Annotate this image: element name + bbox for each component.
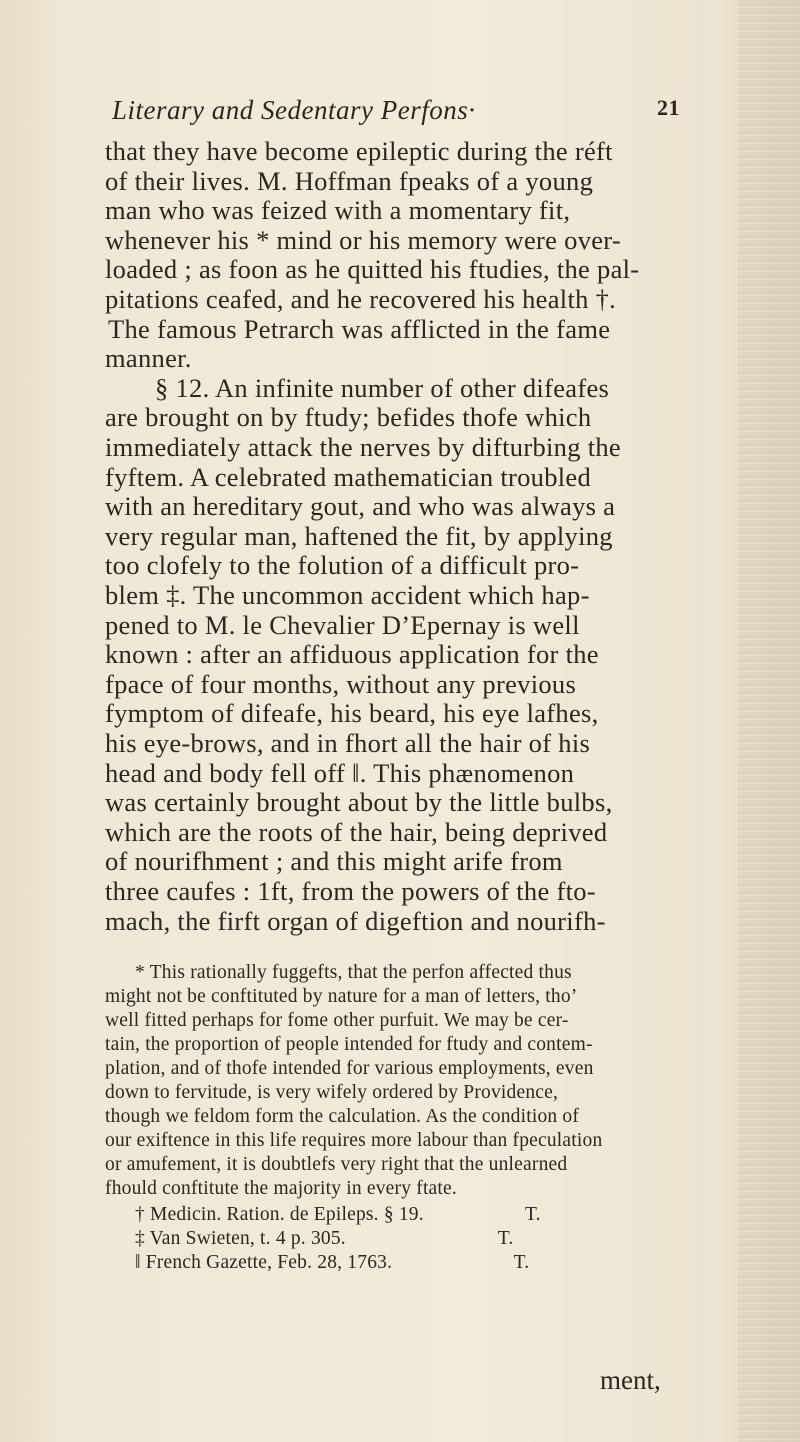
text-line: known : after an affiduous application for the bbox=[105, 639, 599, 670]
footnote-line: might not be conftituted by nature for a man of letters, tho’ bbox=[105, 986, 578, 1007]
text-line: pened to M. le Chevalier D’Epernay is well bbox=[105, 609, 580, 640]
text-line: fymptom of difeafe, his beard, his eye lafhes, bbox=[105, 698, 599, 729]
text-line: his eye-brows, and in fhort all the hair of his bbox=[105, 728, 591, 758]
footnote-line: down to fervitude, is very wifely ordered by Providence, bbox=[105, 1082, 559, 1103]
running-title: Literary and Sedentary Perfons· bbox=[112, 95, 476, 125]
text-line: mach, the firft organ of digeftion and nourifh- bbox=[105, 905, 606, 936]
text-line: head and body fell off ‖. This phænomenon bbox=[105, 757, 575, 788]
catchword: ment, bbox=[600, 1365, 661, 1395]
footnote-line: though we feldom form the calculation. As the condition of bbox=[105, 1106, 580, 1127]
text-line: are brought on by ftudy; befides thofe which bbox=[105, 402, 592, 433]
text-line: man who was feized with a momentary fit, bbox=[105, 195, 571, 226]
text-line: too clofely to the folution of a difficult pro- bbox=[105, 550, 580, 581]
footnote-line: or amufement, it is doubtlefs very right that the unlearned bbox=[105, 1154, 568, 1175]
text-line: The famous Petrarch was afflicted in the fame bbox=[108, 313, 611, 344]
section-heading-line: § 12. An infinite number of other difeafes bbox=[155, 372, 610, 403]
text-line: which are the roots of the hair, being deprived bbox=[105, 816, 608, 847]
footnote-line: plation, and of thofe intended for various employments, even bbox=[105, 1058, 594, 1079]
page-number: 21 bbox=[657, 95, 680, 120]
footnote-reference: ‖ French Gazette, Feb. 28, 1763. T. bbox=[135, 1252, 530, 1273]
text-line: pitations ceafed, and he recovered his health †. bbox=[105, 284, 617, 314]
text-line: of nourifhment ; and this might arife from bbox=[105, 846, 563, 877]
footnote-line: well fitted perhaps for fome other purfuit. We may be cer- bbox=[105, 1010, 569, 1031]
text-line: fpace of four months, without any previous bbox=[105, 668, 577, 699]
text-line: blem ‡. The uncommon accident which hap- bbox=[105, 580, 590, 610]
text-line: with an hereditary gout, and who was always a bbox=[105, 491, 616, 522]
text-line: of their lives. M. Hoffman fpeaks of a young bbox=[105, 165, 594, 196]
text-line: manner. bbox=[105, 343, 192, 374]
text-line: immediately attack the nerves by difturbing the bbox=[105, 432, 621, 462]
footnote-reference: ‡ Van Swieten, t. 4 p. 305. T. bbox=[135, 1228, 514, 1249]
text-line: was certainly brought about by the little bulbs, bbox=[105, 787, 613, 818]
text-line: that they have become epileptic during the réft bbox=[105, 136, 613, 166]
text-line: fyftem. A celebrated mathematician troubled bbox=[105, 461, 592, 492]
footnote-reference: † Medicin. Ration. de Epileps. § 19. T. bbox=[135, 1204, 541, 1225]
text-line: very regular man, haftened the fit, by applying bbox=[105, 520, 613, 551]
page-edge bbox=[738, 0, 800, 1442]
footnote-line: * This rationally fuggefts, that the perfon affected thus bbox=[135, 962, 572, 983]
footnote-line: tain, the proportion of people intended for ftudy and contem- bbox=[105, 1034, 593, 1055]
text-line: three caufes : 1ft, from the powers of the fto- bbox=[105, 876, 596, 906]
footnote-line: fhould conftitute the majority in every ftate. bbox=[105, 1178, 457, 1199]
text-line: loaded ; as foon as he quitted his ftudies, the pal- bbox=[105, 254, 640, 285]
footnote-line: our exiftence in this life requires more labour than fpeculation bbox=[105, 1130, 603, 1151]
text-line: whenever his * mind or his memory were over- bbox=[105, 224, 622, 255]
